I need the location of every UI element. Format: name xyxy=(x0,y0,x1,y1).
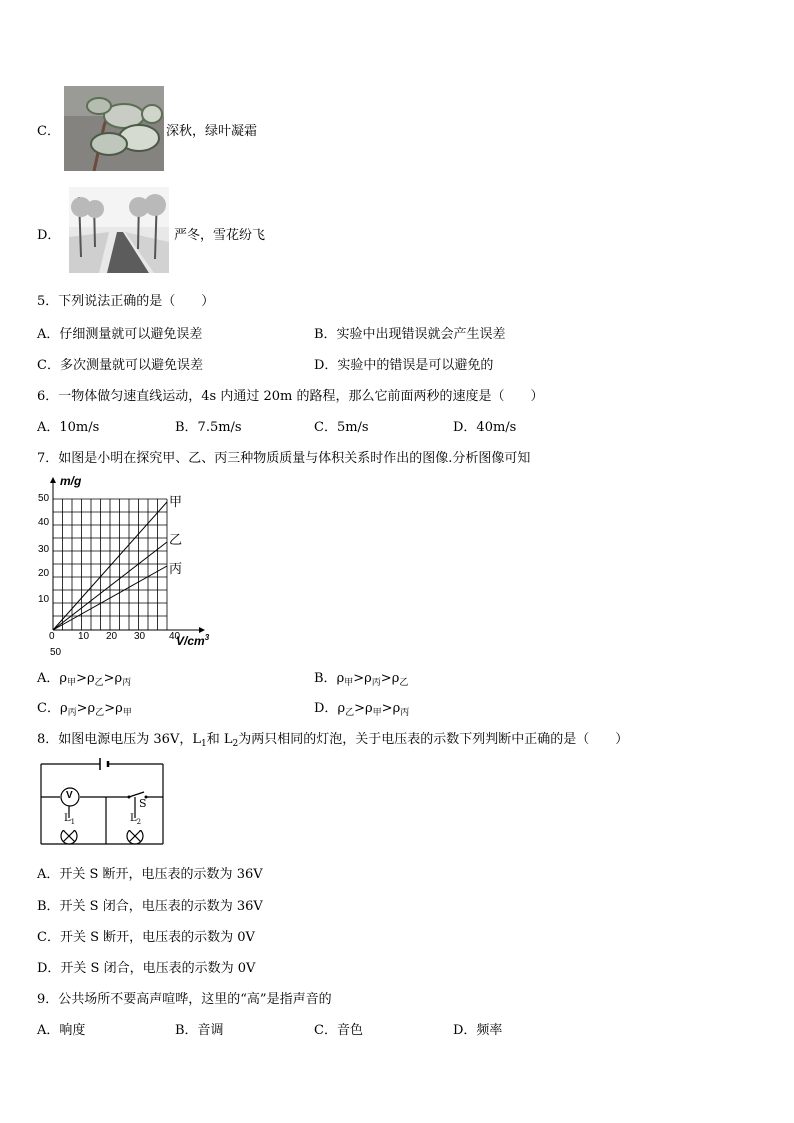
lamp-2-label: $L_2$ xyxy=(130,813,142,826)
option-c-text: 深秋，绿叶凝霜 xyxy=(166,124,258,139)
q5-option-d: D．实验中的错误是可以避免的 xyxy=(314,358,494,373)
q5-stem: 5．下列说法正确的是（ ） xyxy=(37,294,215,309)
xtick-40: 40 xyxy=(169,631,181,642)
q5-option-c: C．多次测量就可以避免误差 xyxy=(37,358,203,373)
frost-leaf-photo xyxy=(64,86,164,171)
q5-option-b: B．实验中出现错误就会产生误差 xyxy=(314,327,506,342)
q8-option-d: D．开关 S 闭合，电压表的示数为 0V xyxy=(37,961,256,976)
line-label-bing: 丙 xyxy=(169,562,183,577)
q8-option-b: B．开关 S 闭合，电压表的示数为 36V xyxy=(37,899,263,914)
q9-option-c: C．音色 xyxy=(314,1023,363,1038)
xtick-20: 20 xyxy=(106,631,118,642)
snowy-road-photo xyxy=(69,187,169,273)
q9-stem: 9．公共场所不要高声喧哗，这里的“高”是指声音的 xyxy=(37,992,332,1007)
ytick-40: 40 xyxy=(38,517,50,528)
q8-option-c: C．开关 S 断开，电压表的示数为 0V xyxy=(37,930,255,945)
ytick-50: 50 xyxy=(38,493,50,504)
voltmeter-label: V xyxy=(66,790,73,801)
q6-option-c: C．5m/s xyxy=(314,420,369,435)
line-label-yi: 乙 xyxy=(169,533,183,548)
q9-option-b: B．音调 xyxy=(175,1023,224,1038)
q7-option-b: B．$\rho_甲>\rho_丙>\rho_乙$ xyxy=(314,671,409,688)
xtick-0: 0 xyxy=(49,631,55,642)
mass-volume-graph xyxy=(30,474,230,664)
option-c-letter: C． xyxy=(37,124,60,139)
q7-option-a: A．$\rho_甲>\rho_乙>\rho_丙$ xyxy=(37,671,132,688)
lamp-1-symbol xyxy=(61,828,77,844)
xtick-10: 10 xyxy=(78,631,90,642)
graph-ylabel: m/g xyxy=(60,474,82,488)
q6-option-d: D．40m/s xyxy=(453,420,517,435)
switch-label: S xyxy=(139,797,147,810)
ytick-30: 30 xyxy=(38,544,50,555)
q7-option-d: D．$\rho_乙>\rho_甲>\rho_丙$ xyxy=(314,701,410,718)
q8-option-a: A．开关 S 断开，电压表的示数为 36V xyxy=(37,867,263,882)
option-d-text: 严冬，雪花纷飞 xyxy=(174,228,266,243)
q9-option-a: A．响度 xyxy=(37,1023,86,1038)
x-extra-label: 50 xyxy=(50,647,62,658)
q6-stem: 6．一物体做匀速直线运动，4s 内通过 20m 的路程，那么它前面两秒的速度是（ ） xyxy=(37,389,544,404)
line-label-jia: 甲 xyxy=(169,495,183,510)
ytick-20: 20 xyxy=(38,568,50,579)
option-d-letter: D． xyxy=(37,228,61,243)
q5-option-a: A．仔细测量就可以避免误差 xyxy=(37,327,203,342)
q6-option-a: A．10m/s xyxy=(37,420,100,435)
q7-stem: 7．如图是小明在探究甲、乙、丙三种物质质量与体积关系时作出的图像.分析图像可知 xyxy=(37,451,531,466)
q6-option-b: B．7.5m/s xyxy=(175,420,242,435)
lamp-1-label: $L_1$ xyxy=(64,813,76,826)
xtick-30: 30 xyxy=(134,631,146,642)
q7-option-c: C．$\rho_丙>\rho_乙>\rho_甲$ xyxy=(37,701,132,718)
lamp-2-symbol xyxy=(127,828,143,844)
q8-stem: 8．如图电源电压为 36V，$L_1$和 $L_2$为两只相同的灯泡，关于电压表的示数下列判断中正确的是（ ） xyxy=(37,732,629,749)
graph-xlabel: $V/cm^3$ xyxy=(176,633,210,648)
circuit-diagram xyxy=(36,756,168,848)
q9-option-d: D．频率 xyxy=(453,1023,503,1038)
ytick-10: 10 xyxy=(38,594,50,605)
